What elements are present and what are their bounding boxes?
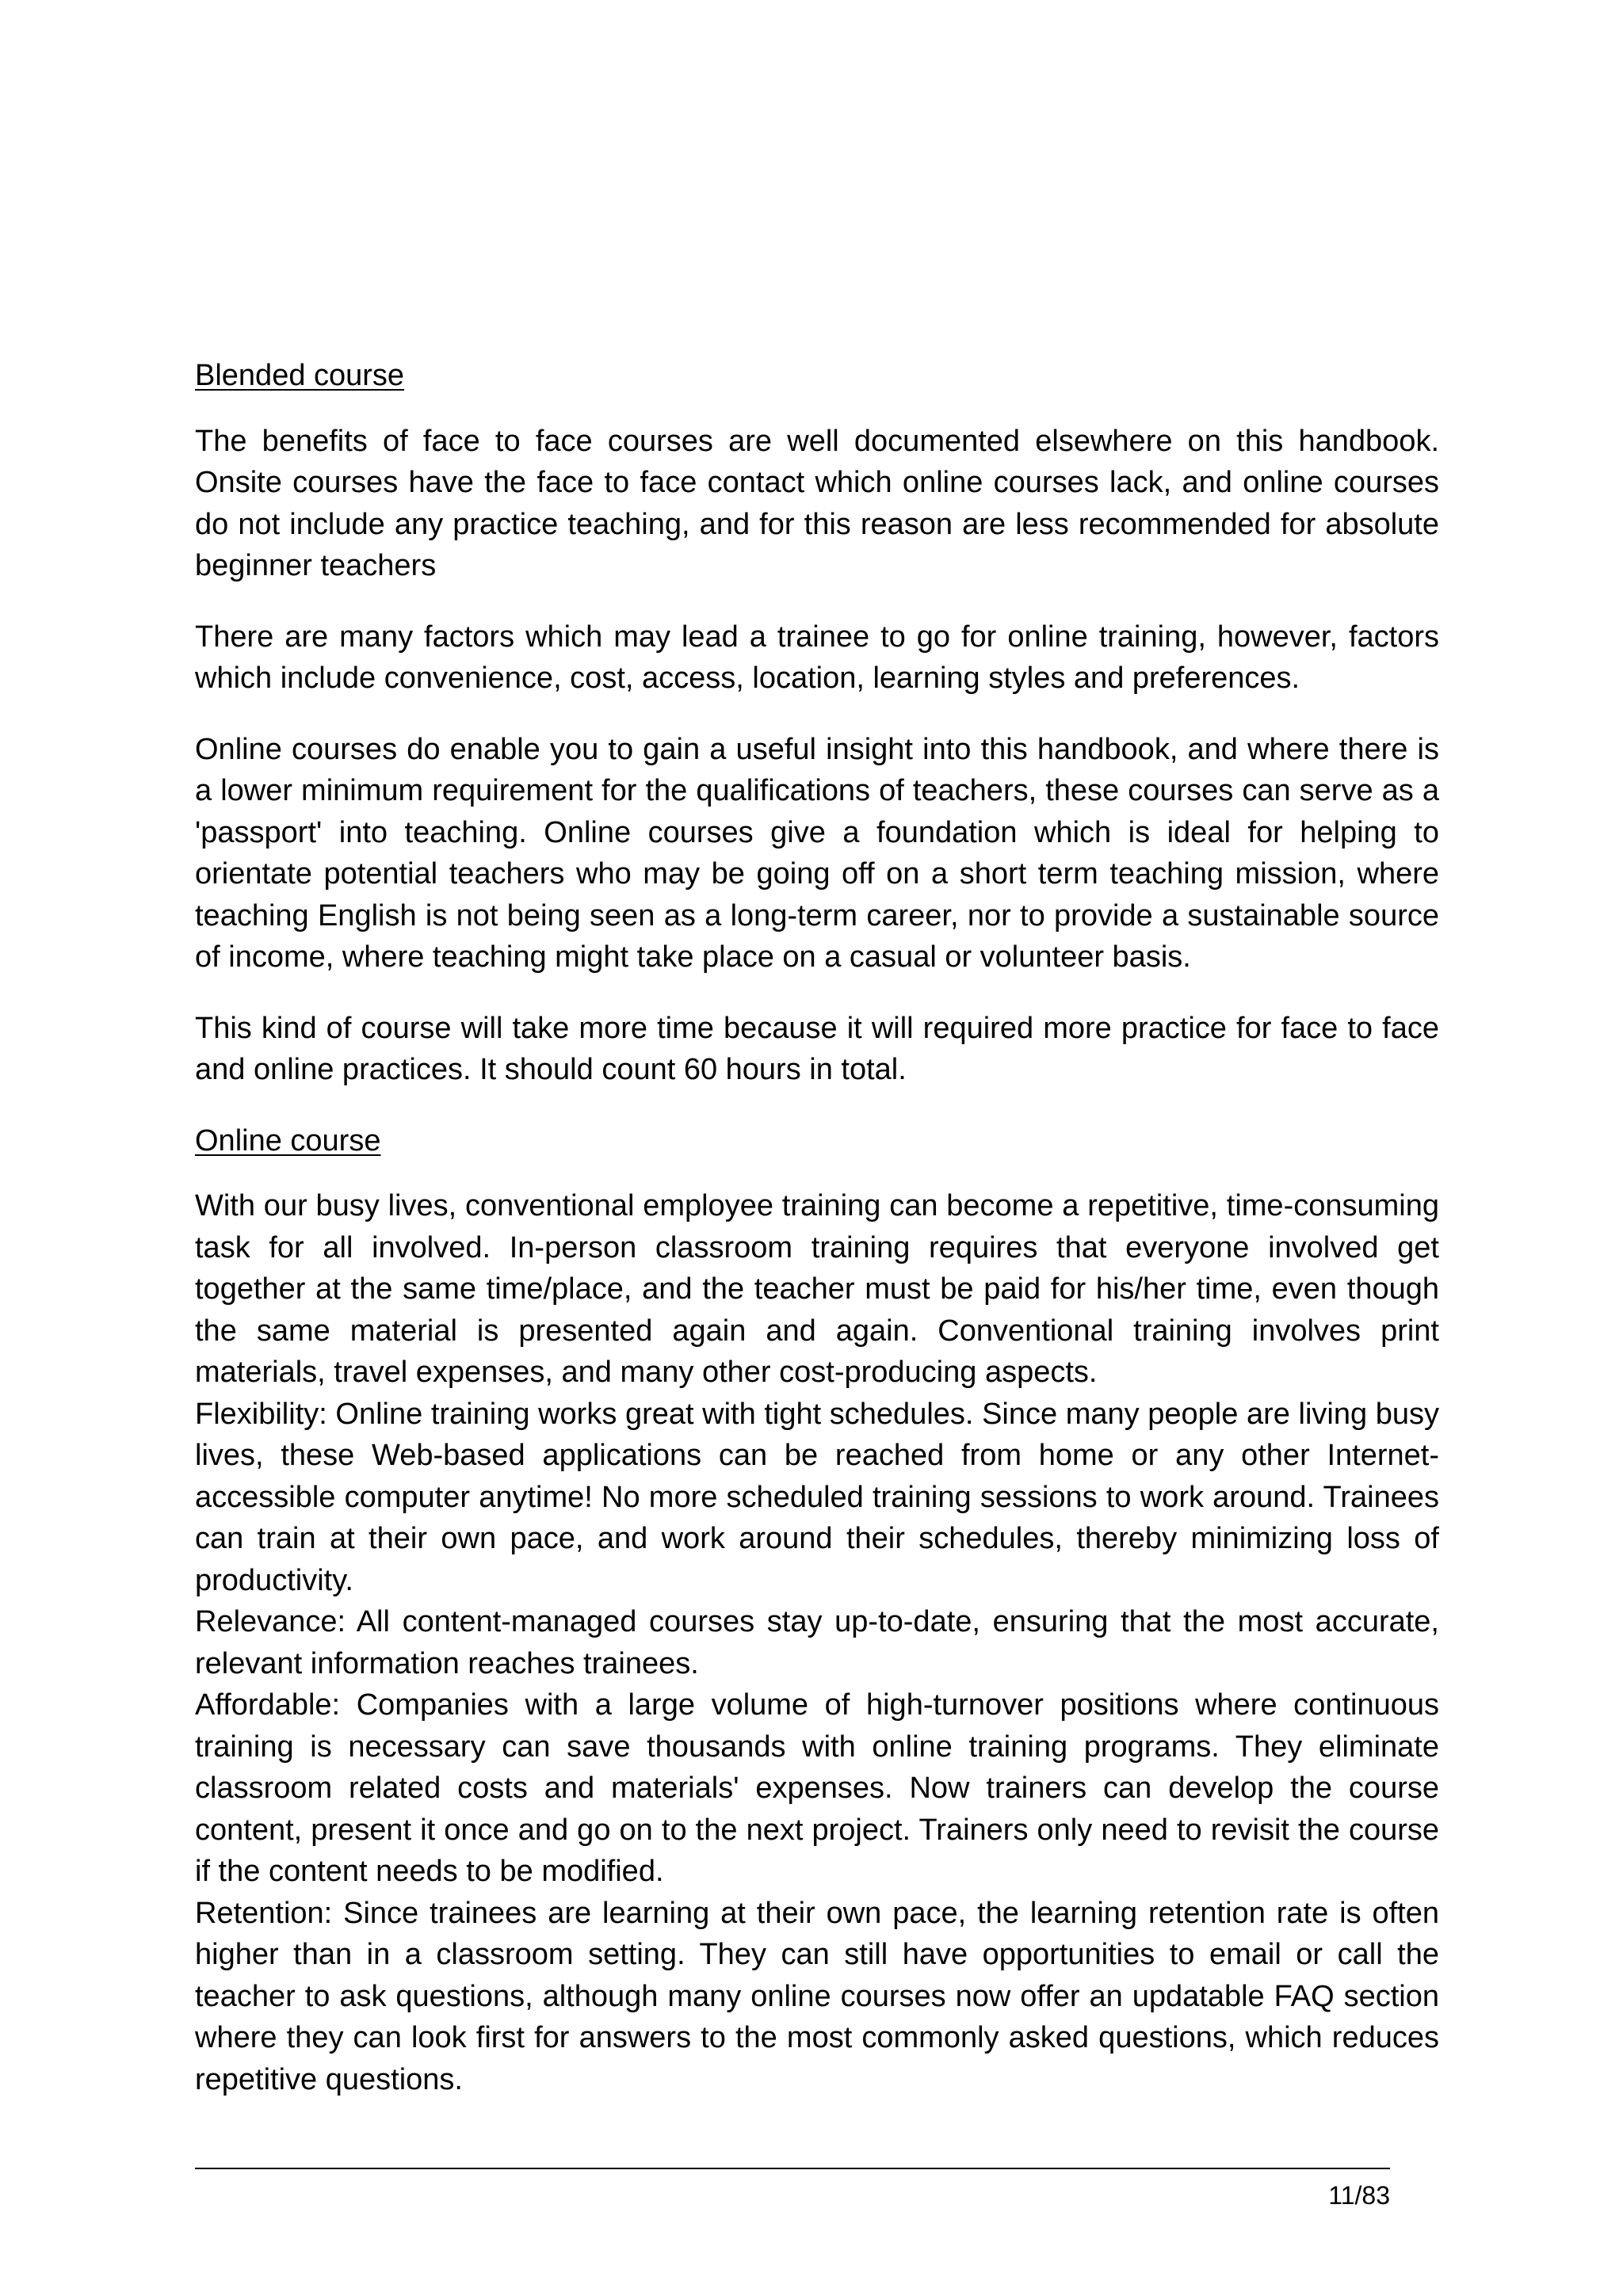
paragraph-online-courses-insight: Online courses do enable you to gain a useful insight into this handbook, and where there is a lower minimum requirement for the qualifications of teachers, these courses can serve as a 'passport' into teaching. Online courses give a foundation which is ideal for helping to orientate potential teachers who may be going off on a short term teaching mission, where teaching English is not being seen as a long-term career, nor to provide a sustainable source of income, where teaching might take place on a casual or volunteer basis.	[195, 732, 1439, 974]
paragraph-flexibility: Flexibility: Online training works great with tight schedules. Since many people are living busy lives, these Web-based applications can be reached from home or any other Internet-accessible computer anytime! No more scheduled training sessions to work around. Trainees can train at their own pace, and work around their schedules, thereby minimizing loss of productivity.	[195, 1397, 1439, 1597]
section-heading-blended-course: Blended course	[195, 359, 405, 392]
paragraph-retention: Retention: Since trainees are learning at their own pace, the learning retention rate is often higher than in a classroom setting. They can still have opportunities to email or call the teacher to ask questions, although many online courses now offer an updatable FAQ section where they can look first for answers to the most commonly asked questions, which reduces repetitive questions.	[195, 1896, 1439, 2096]
page-number: 11/83	[1328, 2181, 1390, 2210]
paragraph-affordable: Affordable: Companies with a large volume of high-turnover positions where continuous training is necessary can save thousands with online training programs. They eliminate classroom related costs and materials' expenses. Now trainers can develop the course content, present it once and go on to the next project. Trainers only need to revisit the course if the content needs to be modified.	[195, 1688, 1439, 1888]
paragraph-benefits-face-to-face: The benefits of face to face courses are well documented elsewhere on this handbook. Onsite courses have the face to face contact which online courses lack, and online courses do not include any practice teaching, and for this reason are less recommended for absolute beginner teachers	[195, 424, 1439, 582]
page-content	[195, 355, 1439, 2100]
paragraph-conventional-training: With our busy lives, conventional employee training can become a repetitive, time-consuming task for all involved. In-person classroom training requires that everyone involved get together at the same time/place, and the teacher must be paid for his/her time, even though the same material is presented again and again. Conventional training involves print materials, travel expenses, and many other cost-producing aspects.	[195, 1189, 1439, 1389]
paragraph-factors-online-training: There are many factors which may lead a trainee to go for online training, however, factors which include convenience, cost, access, location, learning styles and preferences.	[195, 620, 1439, 695]
paragraph-relevance: Relevance: All content-managed courses stay up-to-date, ensuring that the most accurate, relevant information reaches trainees.	[195, 1605, 1439, 1680]
section-heading-online-course: Online course	[195, 1123, 381, 1158]
footer-divider	[195, 2168, 1390, 2169]
paragraph-course-duration: This kind of course will take more time because it will required more practice for face to face and online practices. It should count 60 hours in total.	[195, 1011, 1439, 1086]
